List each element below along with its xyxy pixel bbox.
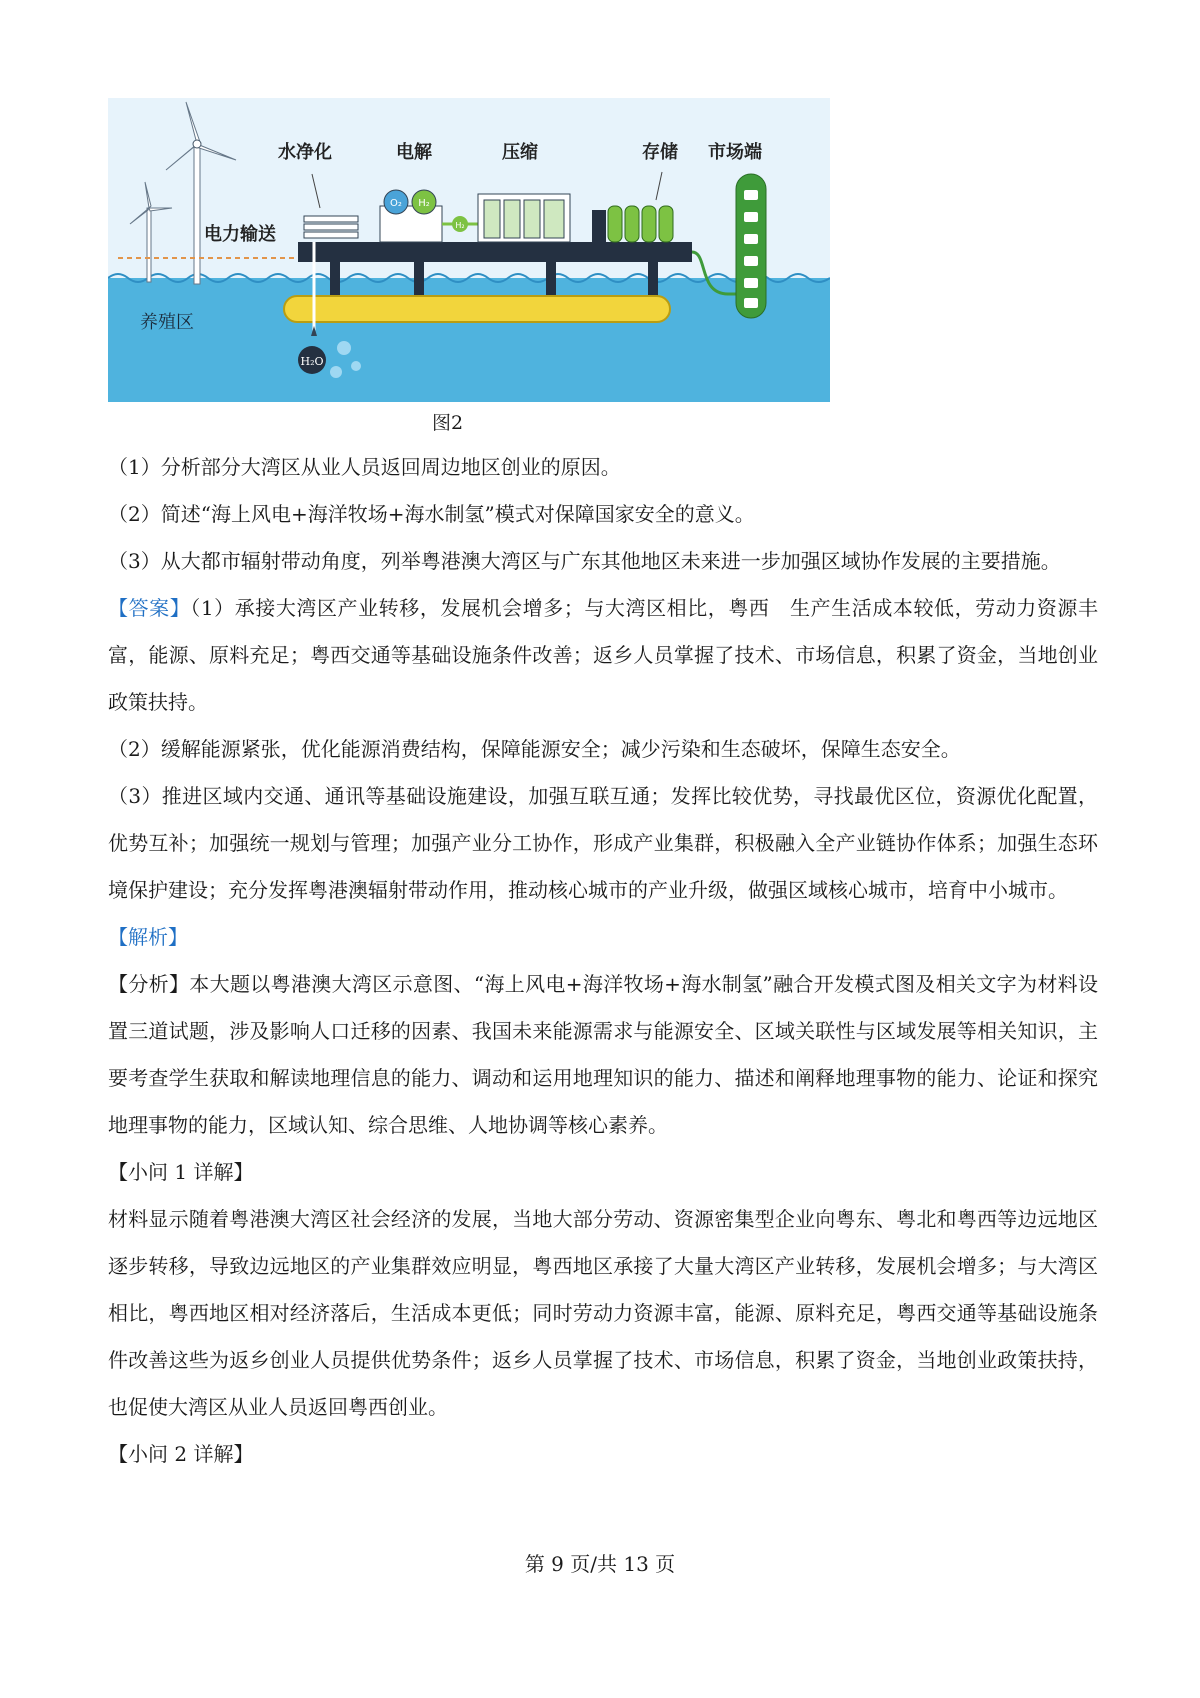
factory-icon [744,298,758,308]
compressor-icon [478,194,570,242]
figure-offshore-hydrogen [108,98,830,402]
label-market: 市场端 [708,142,762,163]
wifi-icon [744,234,758,244]
analysis-paragraph: 【分析】本大题以粤港澳大湾区示意图、“海上风电+海洋牧场+海水制氢”融合开发模式图及相关文字为材料设置三道试题，涉及影响人口迁移的因素、我国未来能源需求与能源安全、区域关联性与区域发展等相关知识，主要考查学生获取和解读地理信息的能力、调动和运用地理知识的能力、描述和阐释地理事物的能力、论证和探究地理事物的能力，区域认知、综合思维、人地协调等核心素养。 [108,972,1098,1137]
label-compress: 压缩 [502,142,538,163]
h2-node-label: H₂ [455,221,465,230]
home-icon [744,256,758,266]
sub-question-1-detail: 材料显示随着粤港澳大湾区社会经济的发展，当地大部分劳动、资源密集型企业向粤东、粤北和粤西等边远地区逐步转移，导致边远地区的产业集群效应明显，粤西地区承接了大量大湾区产业转移，发展机会增多；与大湾区相比，粤西地区相对经济落后，生活成本更低；同时劳动力资源丰富，能源、原料充足，粤西交通等基础设施条件改善这些为返乡创业人员提供优势条件；返乡人员掌握了技术、市场信息，积累了资金，当地创业政策扶持，也促使大湾区从业人员返回粤西创业。 [108,1207,1098,1419]
label-water-purify: 水净化 [278,142,332,163]
answer-paragraph-2: （2）缓解能源紧张，优化能源消费结构，保障能源安全；减少污染和生态破坏，保障生态安全。 [108,737,961,761]
h2o-label: H₂O [300,355,324,368]
label-storage: 存储 [642,142,678,163]
sub-question-2-heading: 【小问 2 详解】 [108,1442,254,1466]
document-body [108,444,1098,1478]
analysis-tag: 【解析】 [108,925,188,949]
label-electrolysis: 电解 [396,142,432,163]
car-icon [744,190,758,200]
bus-icon [744,278,758,288]
answer-paragraph-3: （3）推进区域内交通、通讯等基础设施建设，加强互联互通；发挥比较优势，寻找最优区位，资源优化配置，优势互补；加强统一规划与管理；加强产业分工协作，形成产业集群，积极融入全产业链协作体系；加强生态环境保护建设；充分发挥粤港澳辐射带动作用，推动核心城市的产业升级，做强区域核心城市，培育中小城市。 [108,784,1098,902]
label-aquaculture: 养殖区 [140,312,194,333]
page-footer: 第 9 页/共 13 页 [524,1552,676,1576]
sub-question-1-heading: 【小问 1 详解】 [108,1160,254,1184]
o2-label: O₂ [390,198,402,209]
question-3: （3）从大都市辐射带动角度，列举粤港澳大湾区与广东其他地区未来进一步加强区域协作发展的主要措施。 [108,549,1061,573]
answer-text-1: （1）承接大湾区产业转移，发展机会增多；与大湾区相比，粤西 生产生活成本较低，劳动力资源丰富，能源、原料充足；粤西交通等基础设施条件改善；返乡人员掌握了技术、市场信息，积累了资金，当地创业政策扶持。 [108,596,1098,714]
answer-paragraph-1 [108,585,1098,726]
platform-deck [298,242,692,262]
figure-caption: 图2 [432,412,464,434]
question-1: （1）分析部分大湾区从业人员返回周边地区创业的原因。 [108,455,621,479]
h2-label: H₂ [418,198,430,209]
label-power: 电力输送 [204,224,276,245]
floating-pontoon [284,296,670,322]
answer-tag: 【答案】 [108,596,191,620]
chimney [592,210,606,244]
offshore-wind-hydrogen-diagram [108,98,830,402]
question-2: （2）简述“海上风电+海洋牧场+海水制氢”模式对保障国家安全的意义。 [108,502,755,526]
market-terminal [736,174,766,318]
ship-icon [744,212,758,222]
water-purifier-icon [304,216,358,238]
